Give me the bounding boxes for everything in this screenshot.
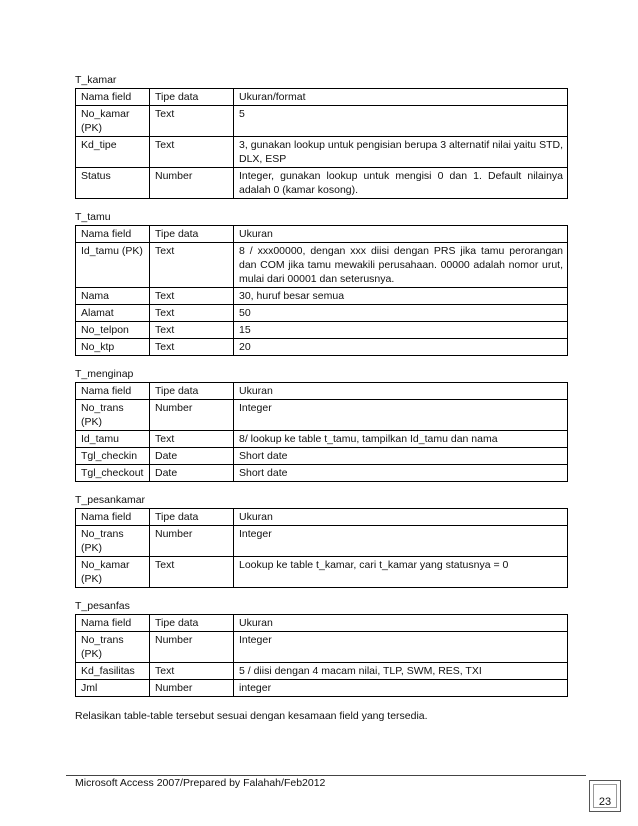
size-cell: Short date <box>234 465 568 482</box>
data-type-cell: Text <box>150 137 234 168</box>
field-table <box>75 614 568 697</box>
data-type-cell: Number <box>150 632 234 663</box>
field-name-cell: No_trans (PK) <box>76 526 150 557</box>
field-name-cell: No_kamar (PK) <box>76 557 150 588</box>
data-type-cell: Tipe data <box>150 615 234 632</box>
field-name-cell: Id_tamu (PK) <box>76 243 150 288</box>
size-cell: Short date <box>234 448 568 465</box>
table-row <box>76 305 568 322</box>
size-cell: Integer <box>234 526 568 557</box>
field-name-cell: Nama field <box>76 226 150 243</box>
document-content <box>75 74 568 723</box>
size-cell: 20 <box>234 339 568 356</box>
table-row <box>76 106 568 137</box>
page-number: 23 <box>598 796 612 808</box>
table-row <box>76 322 568 339</box>
table-title: T_menginap <box>75 368 134 380</box>
field-name-cell: Nama field <box>76 509 150 526</box>
size-cell: 8/ lookup ke table t_tamu, tampilkan Id_tamu dan nama <box>234 431 568 448</box>
size-cell: Ukuran <box>234 615 568 632</box>
field-name-cell: No_trans (PK) <box>76 632 150 663</box>
table-row <box>76 431 568 448</box>
size-cell: 3, gunakan lookup untuk pengisian berupa 3 alternatif nilai yaitu STD, DLX, ESP <box>234 137 568 168</box>
field-name-cell: Jml <box>76 680 150 697</box>
conclusion-text: Relasikan table-table tersebut sesuai dengan kesamaan field yang tersedia. <box>75 710 428 722</box>
field-name-cell: Nama field <box>76 615 150 632</box>
data-type-cell: Number <box>150 680 234 697</box>
size-cell: 15 <box>234 322 568 339</box>
field-name-cell: Tgl_checkout <box>76 465 150 482</box>
field-name-cell: Status <box>76 168 150 199</box>
table-title: T_pesankamar <box>75 494 146 506</box>
table-row <box>76 663 568 680</box>
field-table <box>75 508 568 588</box>
size-cell: Integer <box>234 632 568 663</box>
field-name-cell: Id_tamu <box>76 431 150 448</box>
table-row <box>76 243 568 288</box>
table-row <box>76 526 568 557</box>
page-number-box <box>589 780 621 812</box>
table-row <box>76 339 568 356</box>
data-type-cell: Text <box>150 106 234 137</box>
data-type-cell: Text <box>150 305 234 322</box>
size-cell: Ukuran <box>234 509 568 526</box>
data-type-cell: Text <box>150 288 234 305</box>
size-cell: 50 <box>234 305 568 322</box>
table-header-row <box>76 383 568 400</box>
table-title: T_pesanfas <box>75 600 130 612</box>
data-type-cell: Number <box>150 400 234 431</box>
data-type-cell: Text <box>150 339 234 356</box>
data-type-cell: Tipe data <box>150 89 234 106</box>
data-type-cell: Tipe data <box>150 383 234 400</box>
size-cell: Lookup ke table t_kamar, cari t_kamar yang statusnya = 0 <box>234 557 568 588</box>
data-type-cell: Number <box>150 526 234 557</box>
field-name-cell: Nama field <box>76 89 150 106</box>
size-cell: Ukuran <box>234 226 568 243</box>
field-name-cell: Nama field <box>76 383 150 400</box>
data-type-cell: Date <box>150 465 234 482</box>
field-name-cell: Kd_fasilitas <box>76 663 150 680</box>
size-cell: Ukuran <box>234 383 568 400</box>
table-header-row <box>76 615 568 632</box>
field-name-cell: Nama <box>76 288 150 305</box>
field-name-cell: No_ktp <box>76 339 150 356</box>
data-type-cell: Text <box>150 431 234 448</box>
size-cell: integer <box>234 680 568 697</box>
data-type-cell: Tipe data <box>150 226 234 243</box>
table-row <box>76 448 568 465</box>
field-table <box>75 88 568 199</box>
field-name-cell: Alamat <box>76 305 150 322</box>
data-type-cell: Text <box>150 557 234 588</box>
table-header-row <box>76 509 568 526</box>
table-row <box>76 288 568 305</box>
data-type-cell: Text <box>150 243 234 288</box>
size-cell: Integer <box>234 400 568 431</box>
data-type-cell: Date <box>150 448 234 465</box>
table-row <box>76 137 568 168</box>
data-type-cell: Text <box>150 322 234 339</box>
table-row <box>76 632 568 663</box>
field-name-cell: No_trans (PK) <box>76 400 150 431</box>
table-title: T_tamu <box>75 211 111 223</box>
table-header-row <box>76 226 568 243</box>
field-table <box>75 382 568 482</box>
table-title: T_kamar <box>75 74 117 86</box>
table-row <box>76 557 568 588</box>
field-name-cell: No_kamar (PK) <box>76 106 150 137</box>
data-type-cell: Number <box>150 168 234 199</box>
field-table <box>75 225 568 356</box>
field-name-cell: Tgl_checkin <box>76 448 150 465</box>
field-name-cell: No_telpon <box>76 322 150 339</box>
data-type-cell: Tipe data <box>150 509 234 526</box>
size-cell: 5 / diisi dengan 4 macam nilai, TLP, SWM, RES, TXI <box>234 663 568 680</box>
table-row <box>76 680 568 697</box>
field-name-cell: Kd_tipe <box>76 137 150 168</box>
data-type-cell: Text <box>150 663 234 680</box>
table-row <box>76 465 568 482</box>
size-cell: 5 <box>234 106 568 137</box>
size-cell: 8 / xxx00000, dengan xxx diisi dengan PRS jika tamu perorangan dan COM jika tamu mewakili perusahaan. 00000 adalah nomor urut, mulai dari 00001 dan seterusnya. <box>234 243 568 288</box>
table-row <box>76 400 568 431</box>
size-cell: 30, huruf besar semua <box>234 288 568 305</box>
table-header-row <box>76 89 568 106</box>
size-cell: Ukuran/format <box>234 89 568 106</box>
size-cell: Integer, gunakan lookup untuk mengisi 0 dan 1. Default nilainya adalah 0 (kamar kosong). <box>234 168 568 199</box>
table-row <box>76 168 568 199</box>
footer-text: Microsoft Access 2007/Prepared by Falahah/Feb2012 <box>75 777 326 789</box>
